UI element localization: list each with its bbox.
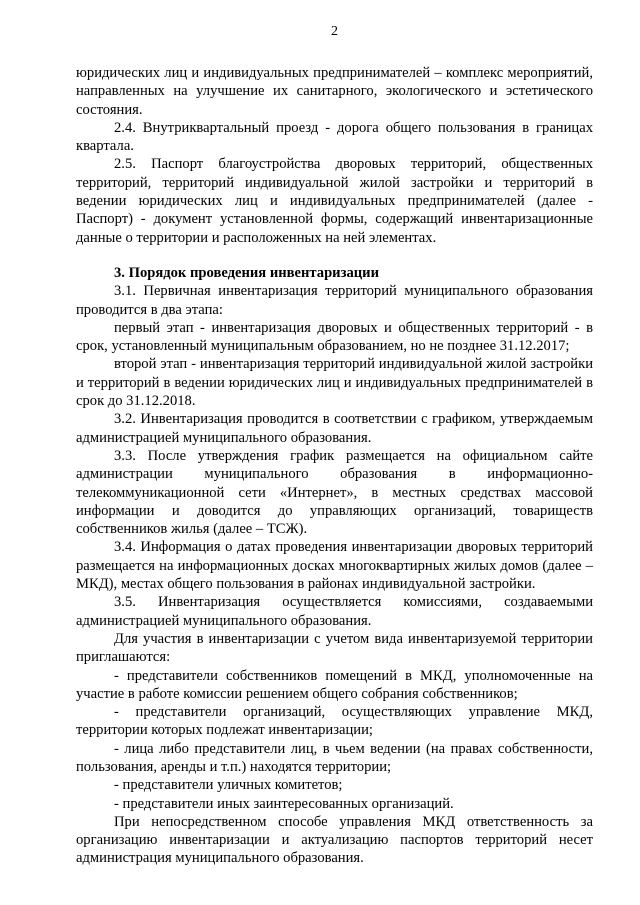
paragraph-direct-management: При непосредственном способе управления МКД ответственность за организацию инвентаризации и актуализацию паспортов территорий несет администрация муниципального образования. [76, 813, 593, 867]
paragraph-3-1: 3.1. Первичная инвентаризация территорий муниципального образования проводится в два этапа: [76, 283, 593, 318]
paragraph-first-stage: первый этап - инвентаризация дворовых и общественных территорий - в срок, установленный муниципальным образованием, но не позднее 31.12.2017; [76, 319, 593, 355]
paragraph-3-5: 3.5. Инвентаризация осуществляется комиссиями, создаваемыми администрацией муниципального образования. [76, 594, 593, 629]
paragraph-participants-intro: Для участия в инвентаризации с учетом вида инвентаризуемой территории приглашаются: [76, 630, 593, 666]
list-item-management-organizations: - представители организаций, осуществляющих управление МКД, территории которых подлежат инвентаризации; [76, 704, 593, 739]
paragraph-second-stage: второй этап - инвентаризация территорий индивидуальной жилой застройки и территорий в ведении юридических лиц и индивидуальных предпринимателей в срок до 31.12.2018. [76, 356, 593, 410]
paragraph-2-5: 2.5. Паспорт благоустройства дворовых территорий, общественных территорий, территорий индивидуальной жилой застройки и территорий в ведении юридических лиц и индивидуальных предпринимателей (далее - Паспорт) - документ установленной формы, содержащий инвентаризационные данные о территории и расположенных на ней элементах. [76, 156, 593, 246]
paragraph-2-3-continuation: юридических лиц и индивидуальных предпринимателей – комплекс мероприятий, направленных на улучшение их санитарного, экологического и эстетического состояния. [76, 65, 593, 118]
page-number: 2 [331, 24, 338, 39]
list-item-territory-holders: - лица либо представители лиц, в чьем ведении (на правах собственности, пользования, аренды и т.п.) находятся территории; [76, 740, 593, 775]
section-3-heading: 3. Порядок проведения инвентаризации [114, 264, 379, 281]
list-item-owners-representatives: - представители собственников помещений в МКД, уполномоченные на участие в работе комиссии решением общего собрания собственников; [76, 667, 593, 702]
paragraph-2-4: 2.4. Внутриквартальный проезд - дорога общего пользования в границах квартала. [76, 119, 593, 155]
list-item-other-organizations: - представители иных заинтересованных организаций. [114, 795, 454, 812]
list-item-street-committees: - представители уличных комитетов; [114, 777, 343, 794]
paragraph-3-2: 3.2. Инвентаризация проводится в соответствии с графиком, утверждаемым администрацией муниципального образования. [76, 411, 593, 446]
paragraph-3-4: 3.4. Информация о датах проведения инвентаризации дворовых территорий размещается на информационных досках многоквартирных жилых домов (далее – МКД), местах общего пользования в районах индивидуальной застройки. [76, 539, 593, 593]
paragraph-3-3: 3.3. После утверждения график размещается на официальном сайте администрации муниципального образования в информационно-телекоммуникационной сети «Интернет», в местных средствах массовой информации и доводится до управляющих организаций, товариществ собственников жилья (далее – ТСЖ). [76, 447, 593, 538]
